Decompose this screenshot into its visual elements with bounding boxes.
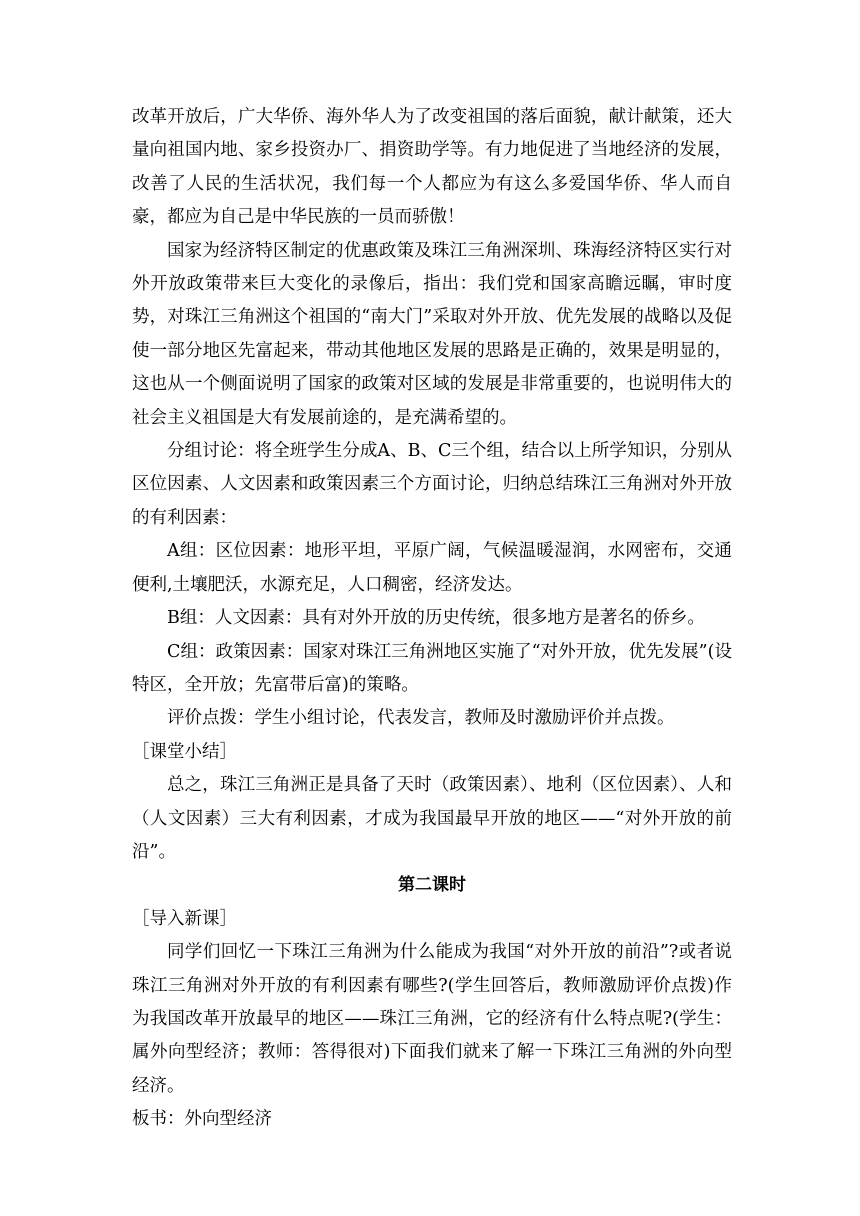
paragraph-intro: 同学们回忆一下珠江三角洲为什么能成为我国“对外开放的前沿”?或者说珠江三角洲对外开放的有利因素有哪些?(学生回答后，教师激励评价点拨)作为我国改革开放最早的地区——珠江三角洲，它的经济有什么特点呢?(学生：属外向型经济；教师：答得很对)下面我们就来了解一下珠江三角洲的外向型经济。 <box>132 942 732 1096</box>
paragraph-policy-video: 国家为经济特区制定的优惠政策及珠江三角洲深圳、珠海经济特区实行对外开放政策带来巨大变化的录像后，指出：我们党和国家高瞻远瞩，审时度势，对珠江三角洲这个祖国的“南大门”采取对外开放、优先发展的战略以及促使一部分地区先富起来，带动其他地区发展的思路是正确的，效果是明显的，这也从一个侧面说明了国家的政策对区域的发展是非常重要的，也说明伟大的社会主义祖国是大有发展前途的，是充满希望的。 <box>132 240 732 428</box>
paragraph-overseas-chinese: 改革开放后，广大华侨、海外华人为了改变祖国的落后面貌，献计献策，还大量向祖国内地、家乡投资办厂、捐资助学等。有力地促进了当地经济的发展，改善了人民的生活状况，我们每一个人都应为有这么多爱国华侨、华人而自豪，都应为自己是中华民族的一员而骄傲！ <box>132 107 732 228</box>
paragraph-blackboard: 板书：外向型经济 <box>132 1109 272 1130</box>
paragraph-evaluation: 评价点拨：学生小组讨论，代表发言，教师及时激励评价并点拨。 <box>167 708 675 729</box>
paragraph-group-c: C组：政策因素：国家对珠江三角洲地区实施了“对外开放，优先发展”(设特区，全开放；先富带后富)的策略。 <box>132 641 732 695</box>
paragraph-group-b: B组：人文因素：具有对外开放的历史传统，很多地方是著名的侨乡。 <box>167 608 705 629</box>
paragraph-summary: 总之，珠江三角洲正是具备了天时（政策因素）、地利（区位因素）、人和（人文因素）三大有利因素，才成为我国最早开放的地区——“对外开放的前沿”。 <box>132 775 732 862</box>
section-label-summary: ［课堂小结］ <box>132 741 237 762</box>
text-column <box>132 101 732 1137</box>
heading-second-lesson: 第二课时 <box>398 875 466 896</box>
paragraph-group-discussion: 分组讨论：将全班学生分成A、B、C三个组，结合以上所学知识，分别从区位因素、人文因素和政策因素三个方面讨论，归纳总结珠江三角洲对外开放的有利因素： <box>132 441 732 528</box>
paragraph-group-a: A组：区位因素：地形平坦，平原广阔，气候温暖湿润，水网密布，交通便利,土壤肥沃，水源充足，人口稠密，经济发达。 <box>132 541 732 595</box>
section-label-intro: ［导入新课］ <box>132 908 237 929</box>
